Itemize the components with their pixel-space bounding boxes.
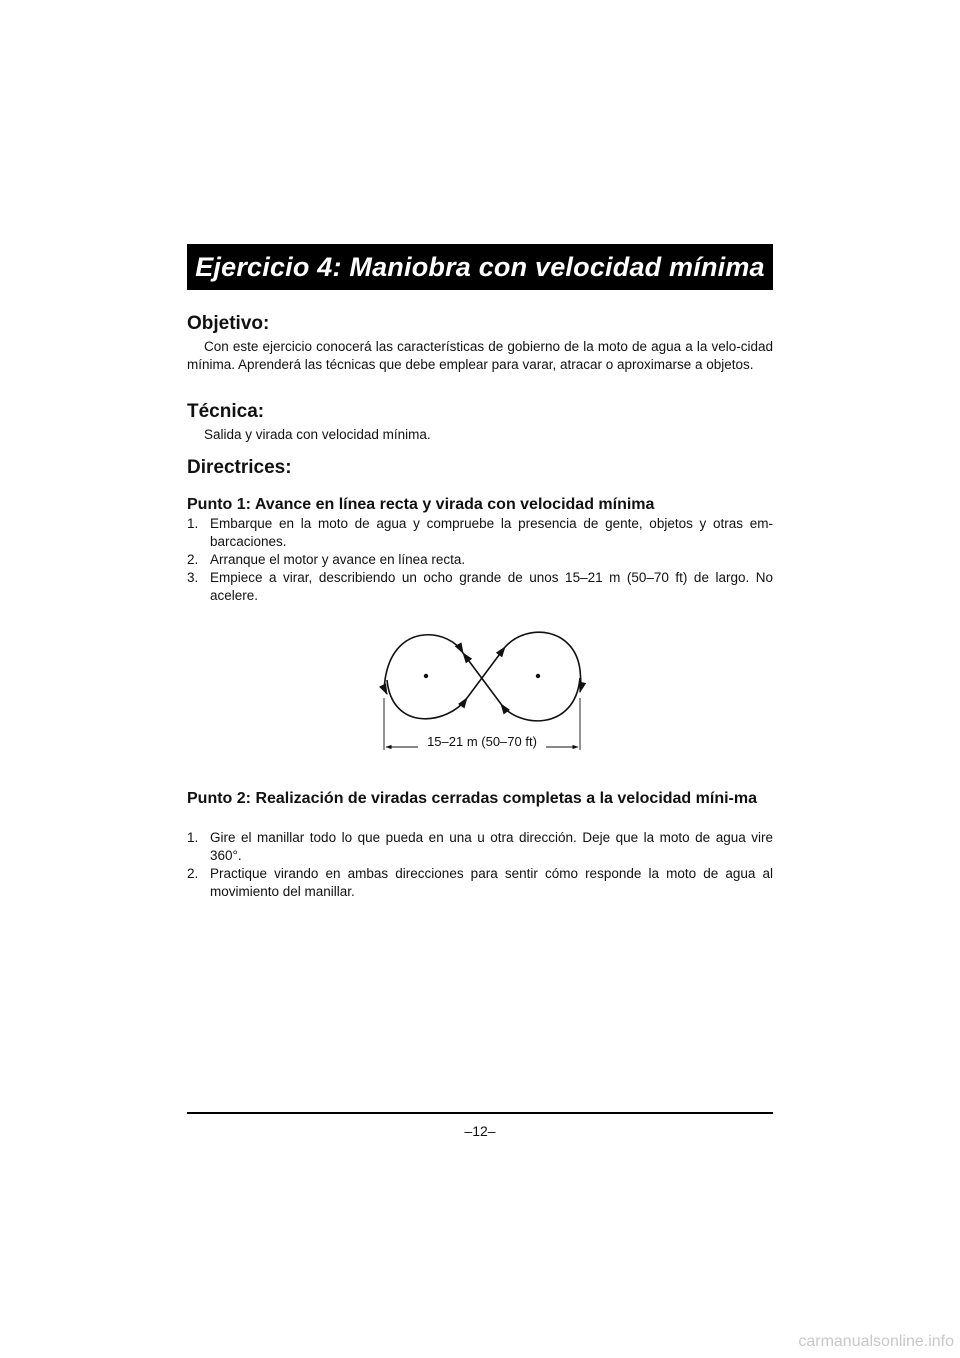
- footer-divider: [187, 1112, 773, 1114]
- left-loop-lower-arc: [387, 680, 467, 719]
- punto2-heading: Punto 2: Realización de viradas cerradas completas a la velocidad míni-ma: [187, 790, 757, 807]
- right-center-dot: [536, 674, 540, 678]
- right-loop-lower-arc: [501, 678, 580, 721]
- page-number: –12–: [464, 1123, 496, 1139]
- cross-line-b: [467, 647, 505, 698]
- list-item: 1. Gire el manillar todo lo que pueda en una u otra dirección. Deje que la moto de agua vire 360°.: [187, 830, 773, 863]
- left-loop-upper-arc: [385, 635, 463, 694]
- punto2-steps: [187, 829, 773, 901]
- right-loop-upper-arc: [505, 632, 581, 692]
- punto1-steps: [187, 515, 773, 605]
- watermark: carmanualsonline.info: [798, 1333, 954, 1350]
- list-item: 2. Practique virando en ambas direcciones para sentir cómo responde la moto de agua al movimiento del manillar.: [187, 866, 773, 899]
- page-title: Ejercicio 4: Maniobra con velocidad mínima: [195, 251, 765, 282]
- figure-eight-diagram: [370, 620, 590, 760]
- list-item: 2. Arranque el motor y avance en línea recta.: [187, 552, 466, 567]
- objetivo-heading: Objetivo:: [187, 313, 270, 334]
- dimension-label: 15–21 m (50–70 ft): [427, 734, 537, 749]
- directrices-heading: Directrices:: [187, 457, 292, 478]
- tecnica-text: Salida y virada con velocidad mínima.: [204, 427, 431, 442]
- objetivo-text: Con este ejercicio conocerá las características de gobierno de la moto de agua a la velo-cidad mínima. Aprenderá las técnicas que debe emplear para varar, atracar o aproximarse a objetos.: [187, 339, 773, 372]
- left-center-dot: [424, 674, 428, 678]
- punto1-heading: Punto 1: Avance en línea recta y virada con velocidad mínima: [187, 496, 655, 513]
- list-item: 1. Embarque en la moto de agua y compruebe la presencia de gente, objetos y otras em-barcaciones.: [187, 516, 773, 549]
- tecnica-heading: Técnica:: [187, 401, 265, 422]
- title-banner: [187, 244, 773, 290]
- list-item: 3. Empiece a virar, describiendo un ocho grande de unos 15–21 m (50–70 ft) de largo. No acelere.: [187, 570, 773, 603]
